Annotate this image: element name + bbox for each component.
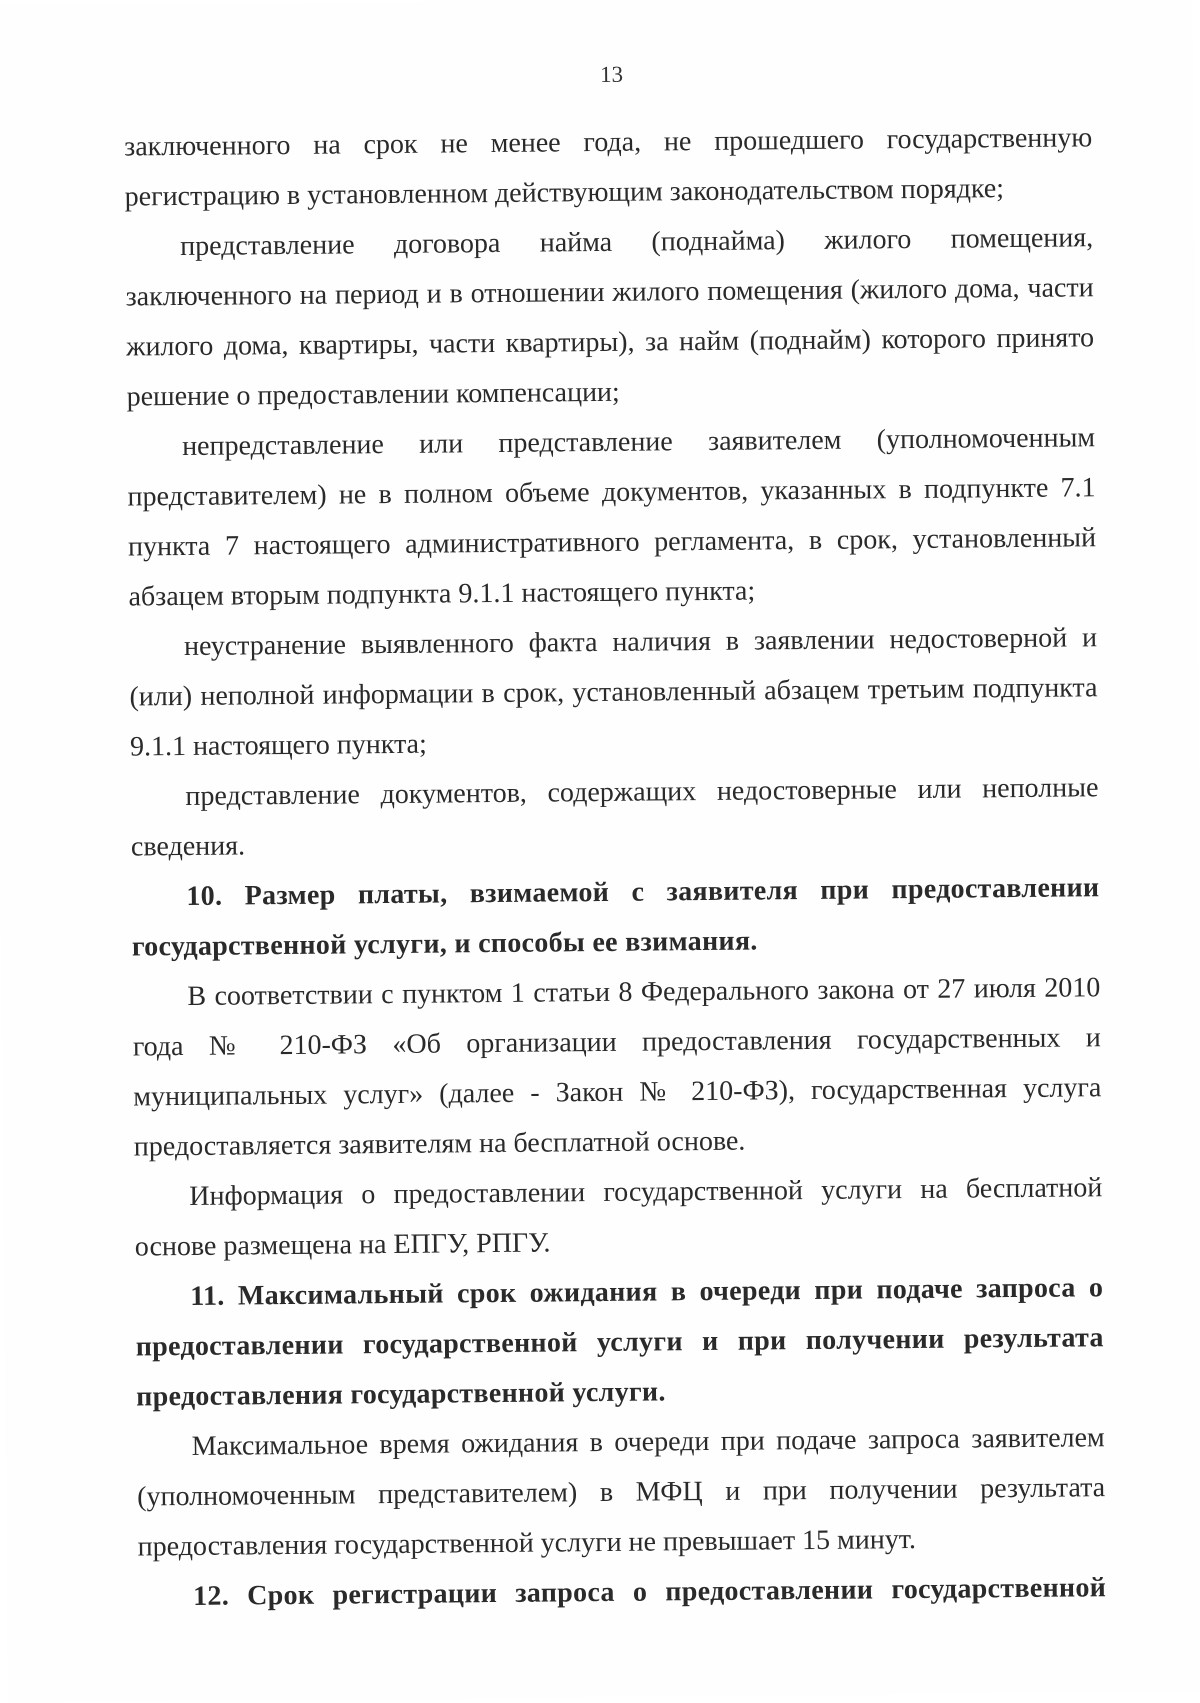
body-paragraph: Максимальное время ожидания в очереди при подаче запроса заявителем (уполномоченным представителем) в МФЦ и при получении результата предоставления государственной услуги не превышает 15 минут. (137, 1422, 1106, 1563)
document-body (124, 113, 1106, 1622)
body-paragraph: представление документов, содержащих недостоверные или неполные сведения. (130, 772, 1099, 863)
body-paragraph: В соответствии с пунктом 1 статьи 8 Федерального закона от 27 июля 2010 года № 210-ФЗ «Об организации предоставления государственных и муниципальных услуг» (далее - Закон № 210-ФЗ), государственная услуга предоставляется заявителям на бесплатной основе. (132, 972, 1102, 1163)
body-paragraph-continuation: заключенного на срок не менее года, не прошедшего государственную регистрацию в установленном действующим законодательством порядке; (124, 122, 1093, 213)
body-paragraph: Информация о предоставлении государственной услуги на бесплатной основе размещена на ЕПГУ, РПГУ. (134, 1172, 1103, 1263)
body-paragraph: неустранение выявленного факта наличия в заявлении недостоверной и (или) неполной информации в срок, установленный абзацем третьим подпункта 9.1.1 настоящего пункта; (129, 622, 1098, 763)
body-paragraph: представление договора найма (поднайма) жилого помещения, заключенного на период и в отношении жилого помещения (жилого дома, части жилого дома, квартиры, части квартиры), за найм (поднайм) которого принято решение о предоставлении компенсации; (125, 222, 1095, 413)
page-number: 13 (599, 61, 624, 87)
body-paragraph: непредставление или представление заявителем (уполномоченным представителем) не в полном объеме документов, указанных в подпункте 7.1 пункта 7 настоящего административного регламента, в срок, установленный абзацем вторым подпункта 9.1.1 настоящего пункта; (127, 422, 1097, 613)
section-heading-10: 10. Размер платы, взимаемой с заявителя при предоставлении государственной услуги, и способы ее взимания. (131, 872, 1100, 963)
section-heading-12: 12. Срок регистрации запроса о предоставлении государственной (192, 1572, 1107, 1612)
section-heading-11: 11. Максимальный срок ожидания в очереди при подаче запроса о предоставлении государственной услуги и при получении результата предоставления государственной услуги. (135, 1272, 1104, 1413)
